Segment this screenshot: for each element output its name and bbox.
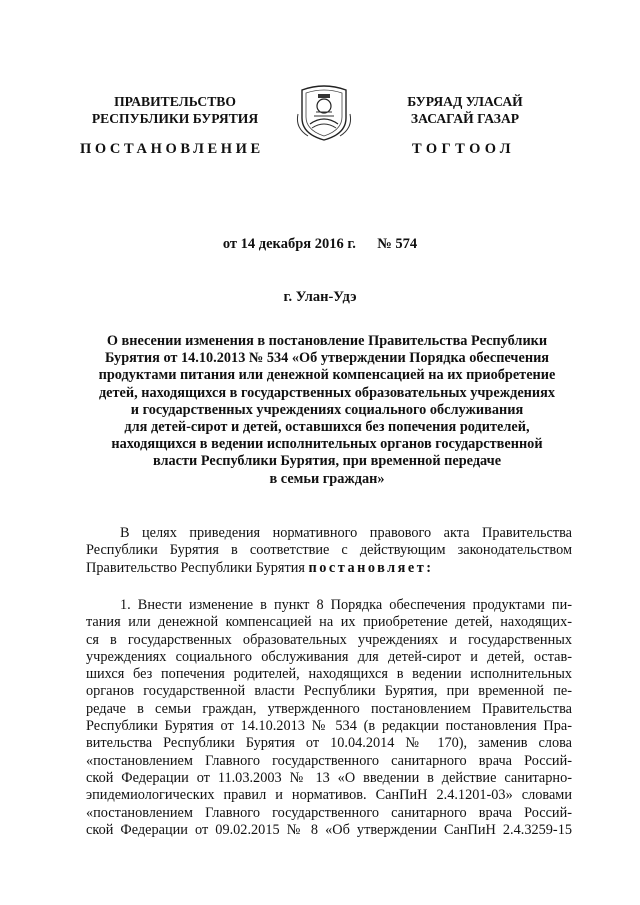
issuer-line-1: ПРАВИТЕЛЬСТВО bbox=[114, 94, 236, 109]
document-date: от 14 декабря 2016 г. bbox=[222, 236, 356, 252]
preamble-line: В целях приведения нормативного правового акта Правительства bbox=[120, 525, 572, 541]
preamble-emphasis: постановляет: bbox=[308, 559, 434, 576]
title-line: и государственных учреждениях социального обслуживания bbox=[130, 401, 524, 418]
title-line: детей, находящихся в государственных образовательных учреждениях bbox=[98, 384, 556, 401]
paragraph-line: учреждениях социального обслуживания для детей-сирот и детей, остав- bbox=[86, 648, 572, 665]
paragraph-line: ской Федерации от 11.03.2003 № 13 «О введении в действие санитарно- bbox=[86, 769, 572, 786]
title-line: находящихся в ведении исполнительных органов государственной bbox=[111, 436, 543, 453]
paragraph-line: ской Федерации от 09.02.2015 № 8 «Об утверждении СанПиН 2.4.3259-15 bbox=[86, 821, 572, 838]
preamble-line bbox=[86, 560, 572, 577]
issuer-line-2: ЗАСАГАЙ ГАЗАР bbox=[410, 111, 520, 126]
title-line: О внесении изменения в постановление Правительства Республики bbox=[106, 333, 548, 349]
paragraph-line: ся в государственных образовательных учреждениях и государственных bbox=[86, 631, 572, 648]
paragraph-line: «постановлением Главного государственного санитарного врача Россий- bbox=[86, 752, 572, 769]
date-and-number bbox=[0, 236, 640, 253]
issuer-name-russian bbox=[80, 93, 270, 127]
paragraph-line: 1. Внести изменение в пункт 8 Порядка обеспечения продуктами пи- bbox=[120, 597, 572, 613]
paragraph-line: шихся без попечения родителей, находящихся в ведении исполнительных bbox=[86, 666, 572, 683]
preamble-line-text: Правительство Республики Бурятия bbox=[86, 559, 309, 576]
paragraph-line: тания или денежной компенсацией на их приобретение детей, находящих- bbox=[86, 614, 572, 631]
title-line: в семьи граждан» bbox=[269, 470, 385, 487]
document-type-russian: ПОСТАНОВЛЕНИЕ bbox=[80, 141, 264, 157]
paragraph-line: редаче в семьи граждан, утвержденного постановлением Правительства bbox=[86, 700, 572, 717]
title-line: власти Республики Бурятия, при временной передаче bbox=[152, 453, 502, 470]
document-title bbox=[82, 333, 572, 488]
issuer-name-buryat bbox=[380, 93, 550, 127]
title-line: продуктами питания или денежной компенсацией на их приобретение bbox=[98, 367, 556, 384]
document-city: г. Улан-Удэ bbox=[283, 289, 357, 305]
paragraph-1 bbox=[86, 597, 572, 839]
paragraph-line: вительства Республики Бурятия от 10.04.2014 № 170), заменив слова bbox=[86, 735, 572, 752]
paragraph-line: органов государственной власти Республики Бурятия, при временной пе- bbox=[86, 683, 572, 700]
paragraph-line: Республики Бурятия от 14.10.2013 № 534 (в редакции постановления Пра- bbox=[86, 718, 572, 735]
document-number: № 574 bbox=[377, 236, 418, 252]
document-type-buryat: ТОГТООЛ bbox=[412, 141, 515, 157]
title-line: для детей-сирот и детей, оставшихся без попечения родителей, bbox=[124, 419, 530, 436]
issuer-line-1: БУРЯАД УЛАСАЙ bbox=[407, 94, 523, 109]
issuer-line-2: РЕСПУБЛИКИ БУРЯТИЯ bbox=[91, 111, 259, 126]
coat-of-arms-icon bbox=[296, 84, 352, 142]
paragraph-line: «постановлением Главного государственного санитарного врача Россий- bbox=[86, 804, 572, 821]
preamble-paragraph bbox=[86, 525, 572, 577]
title-line: Бурятия от 14.10.2013 № 534 «Об утверждении Порядка обеспечения bbox=[104, 350, 550, 367]
preamble-line: Республики Бурятия в соответствие с действующим законодательством bbox=[86, 542, 572, 559]
paragraph-line: эпидемиологических правил и нормативов. СанПиН 2.4.1201-03» словами bbox=[86, 787, 572, 804]
